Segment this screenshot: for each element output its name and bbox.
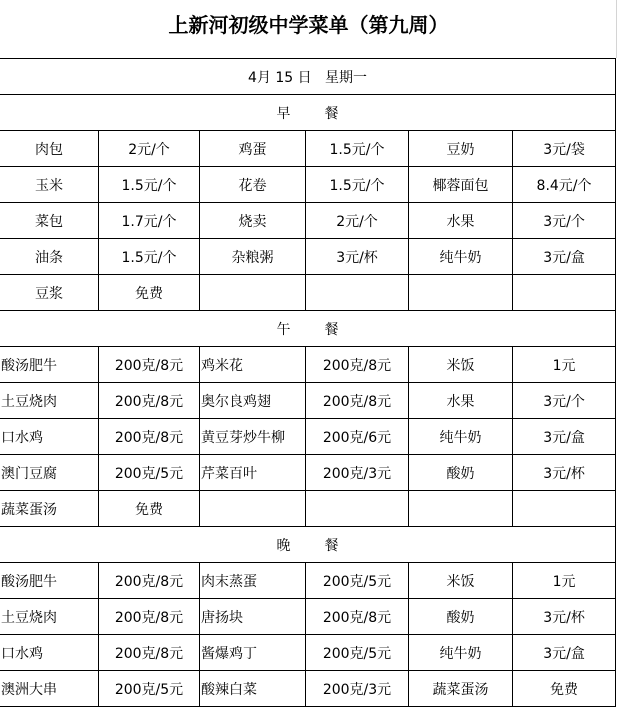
dinner-header [0, 527, 616, 563]
item-price-cell: 3元/杯 [306, 239, 409, 275]
table-row [0, 275, 616, 311]
item-name-cell: 蔬菜蛋汤 [0, 491, 99, 527]
breakfast-header [0, 95, 616, 131]
lunch-header [0, 311, 616, 347]
item-name-cell: 纯牛奶 [409, 239, 513, 275]
item-name-cell: 玉米 [0, 167, 99, 203]
item-name-cell: 纯牛奶 [409, 635, 513, 671]
item-name-cell [409, 275, 513, 311]
item-price-cell: 2元/个 [99, 131, 200, 167]
item-price-cell [306, 275, 409, 311]
item-price-cell: 3元/盒 [513, 419, 616, 455]
table-row [0, 203, 616, 239]
item-price-cell: 1.5元/个 [306, 131, 409, 167]
item-price-cell: 200克/5元 [306, 563, 409, 599]
date-row [0, 59, 616, 95]
menu-title: 上新河初级中学菜单（第九周） [168, 13, 449, 37]
item-price-cell: 1元 [513, 347, 616, 383]
item-name-cell: 酸辣白菜 [200, 671, 306, 707]
item-name-cell: 酸汤肥牛 [0, 563, 99, 599]
item-name-cell: 鸡蛋 [200, 131, 306, 167]
item-name-cell: 黄豆芽炒牛柳 [200, 419, 306, 455]
item-name-cell: 肉包 [0, 131, 99, 167]
item-price-cell: 2元/个 [306, 203, 409, 239]
meal-name-char: 晚 [276, 537, 291, 554]
lunch-header-row [0, 311, 616, 347]
item-price-cell: 1元 [513, 563, 616, 599]
meal-name-char: 早 [276, 105, 291, 122]
item-price-cell: 200克/8元 [306, 599, 409, 635]
breakfast-header-row [0, 95, 616, 131]
table-row [0, 131, 616, 167]
item-name-cell: 蔬菜蛋汤 [409, 671, 513, 707]
item-name-cell [409, 491, 513, 527]
table-row [0, 383, 616, 419]
item-price-cell: 1.5元/个 [306, 167, 409, 203]
item-name-cell: 澳洲大串 [0, 671, 99, 707]
item-price-cell: 200克/5元 [99, 671, 200, 707]
item-name-cell: 土豆烧肉 [0, 383, 99, 419]
item-name-cell [200, 275, 306, 311]
item-price-cell: 200克/8元 [99, 563, 200, 599]
item-name-cell: 油条 [0, 239, 99, 275]
item-price-cell: 3元/个 [513, 383, 616, 419]
table-row [0, 635, 616, 671]
table-row [0, 167, 616, 203]
item-name-cell: 唐扬块 [200, 599, 306, 635]
item-name-cell: 烧卖 [200, 203, 306, 239]
item-price-cell: 3元/盒 [513, 239, 616, 275]
item-price-cell: 200克/8元 [306, 383, 409, 419]
item-price-cell: 免费 [513, 671, 616, 707]
item-price-cell: 3元/杯 [513, 599, 616, 635]
item-price-cell: 200克/6元 [306, 419, 409, 455]
item-price-cell: 1.5元/个 [99, 167, 200, 203]
item-name-cell: 米饭 [409, 347, 513, 383]
item-price-cell: 200克/5元 [99, 455, 200, 491]
table-row [0, 599, 616, 635]
item-name-cell: 澳门豆腐 [0, 455, 99, 491]
table-row [0, 347, 616, 383]
item-price-cell: 免费 [99, 275, 200, 311]
meal-name-char: 午 [276, 321, 291, 338]
item-price-cell: 3元/袋 [513, 131, 616, 167]
item-name-cell: 豆浆 [0, 275, 99, 311]
item-name-cell: 纯牛奶 [409, 419, 513, 455]
item-price-cell: 200克/8元 [99, 419, 200, 455]
item-name-cell: 水果 [409, 383, 513, 419]
meal-name-char: 餐 [324, 321, 339, 338]
item-name-cell: 水果 [409, 203, 513, 239]
item-name-cell: 肉末蒸蛋 [200, 563, 306, 599]
item-name-cell: 酱爆鸡丁 [200, 635, 306, 671]
meal-name-char: 餐 [324, 105, 339, 122]
table-row [0, 239, 616, 275]
table-row [0, 563, 616, 599]
item-price-cell [513, 275, 616, 311]
item-price-cell: 200克/8元 [99, 347, 200, 383]
table-row [0, 491, 616, 527]
item-name-cell: 酸奶 [409, 599, 513, 635]
item-name-cell: 芹菜百叶 [200, 455, 306, 491]
item-name-cell [200, 491, 306, 527]
item-name-cell: 杂粮粥 [200, 239, 306, 275]
item-name-cell: 口水鸡 [0, 419, 99, 455]
item-price-cell: 1.7元/个 [99, 203, 200, 239]
item-price-cell: 200克/8元 [99, 599, 200, 635]
item-name-cell: 酸奶 [409, 455, 513, 491]
item-price-cell: 1.5元/个 [99, 239, 200, 275]
item-name-cell: 鸡米花 [200, 347, 306, 383]
item-price-cell: 3元/盒 [513, 635, 616, 671]
dinner-header-row [0, 527, 616, 563]
item-name-cell: 豆奶 [409, 131, 513, 167]
table-row [0, 671, 616, 707]
item-name-cell: 米饭 [409, 563, 513, 599]
table-row [0, 419, 616, 455]
item-price-cell: 200克/3元 [306, 455, 409, 491]
item-price-cell: 3元/杯 [513, 455, 616, 491]
item-name-cell: 椰蓉面包 [409, 167, 513, 203]
date-cell: 4月 15 日 星期一 [0, 59, 616, 95]
item-name-cell: 奥尔良鸡翅 [200, 383, 306, 419]
item-price-cell: 3元/个 [513, 203, 616, 239]
item-price-cell: 200克/8元 [99, 383, 200, 419]
item-price-cell: 8.4元/个 [513, 167, 616, 203]
item-price-cell: 200克/8元 [99, 635, 200, 671]
item-name-cell: 花卷 [200, 167, 306, 203]
item-price-cell [306, 491, 409, 527]
item-name-cell: 菜包 [0, 203, 99, 239]
item-price-cell: 200克/3元 [306, 671, 409, 707]
item-name-cell: 土豆烧肉 [0, 599, 99, 635]
table-row [0, 455, 616, 491]
item-name-cell: 口水鸡 [0, 635, 99, 671]
item-price-cell: 免费 [99, 491, 200, 527]
meal-name-char: 餐 [324, 537, 339, 554]
item-price-cell [513, 491, 616, 527]
item-name-cell: 酸汤肥牛 [0, 347, 99, 383]
menu-table [0, 58, 616, 707]
item-price-cell: 200克/8元 [306, 347, 409, 383]
item-price-cell: 200克/5元 [306, 635, 409, 671]
